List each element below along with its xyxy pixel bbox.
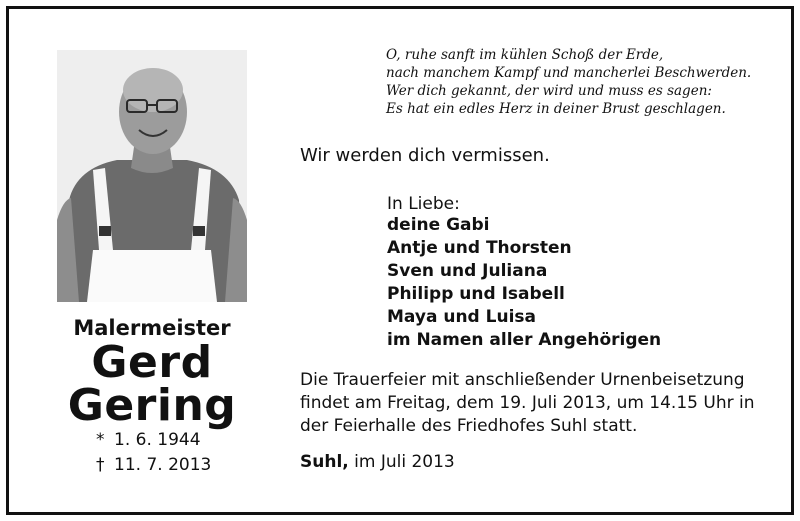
poem-verse [386,46,752,118]
birth-date: 1. 6. 1944 [114,430,201,450]
mourner-name: deine Gabi [387,215,490,235]
mourner-name: im Namen aller Angehörigen [387,330,662,350]
poem-line: Wer dich gekannt, der wird und muss es sagen: [386,83,712,99]
farewell-message: Wir werden dich vermissen. [300,145,550,166]
place-date-line [300,452,455,472]
service-line: findet am Freitag, dem 19. Juli 2013, um 14.15 Uhr in [300,393,755,413]
poem-line: nach manchem Kampf und mancherlei Beschwerden. [386,65,752,81]
mourners-intro: In Liebe: [387,194,460,214]
last-name: Gering [67,380,237,431]
notice-date: im Juli 2013 [348,452,455,472]
first-name: Gerd [91,337,213,388]
mourners-list [387,214,661,352]
service-line: Die Trauerfeier mit anschließender Urnenbeisetzung [300,370,745,390]
birth-star-icon: * [96,430,105,450]
portrait-photo [57,50,247,302]
death-date-line [96,455,246,475]
mourner-name: Philipp und Isabell [387,284,565,304]
birth-date-line [96,430,246,450]
place-name: Suhl, [300,452,349,472]
service-line: der Feierhalle des Friedhofes Suhl statt. [300,416,638,436]
mourner-name: Antje und Thorsten [387,238,572,258]
poem-line: Es hat ein edles Herz in deiner Brust geschlagen. [386,101,726,117]
mourner-name: Maya und Luisa [387,307,536,327]
death-cross-icon: † [96,455,105,475]
poem-line: O, ruhe sanft im kühlen Schoß der Erde, [386,47,664,63]
death-date: 11. 7. 2013 [114,455,212,475]
occupation-title: Malermeister [73,316,231,340]
funeral-service-info [300,369,780,438]
mourner-name: Sven und Juliana [387,261,548,281]
